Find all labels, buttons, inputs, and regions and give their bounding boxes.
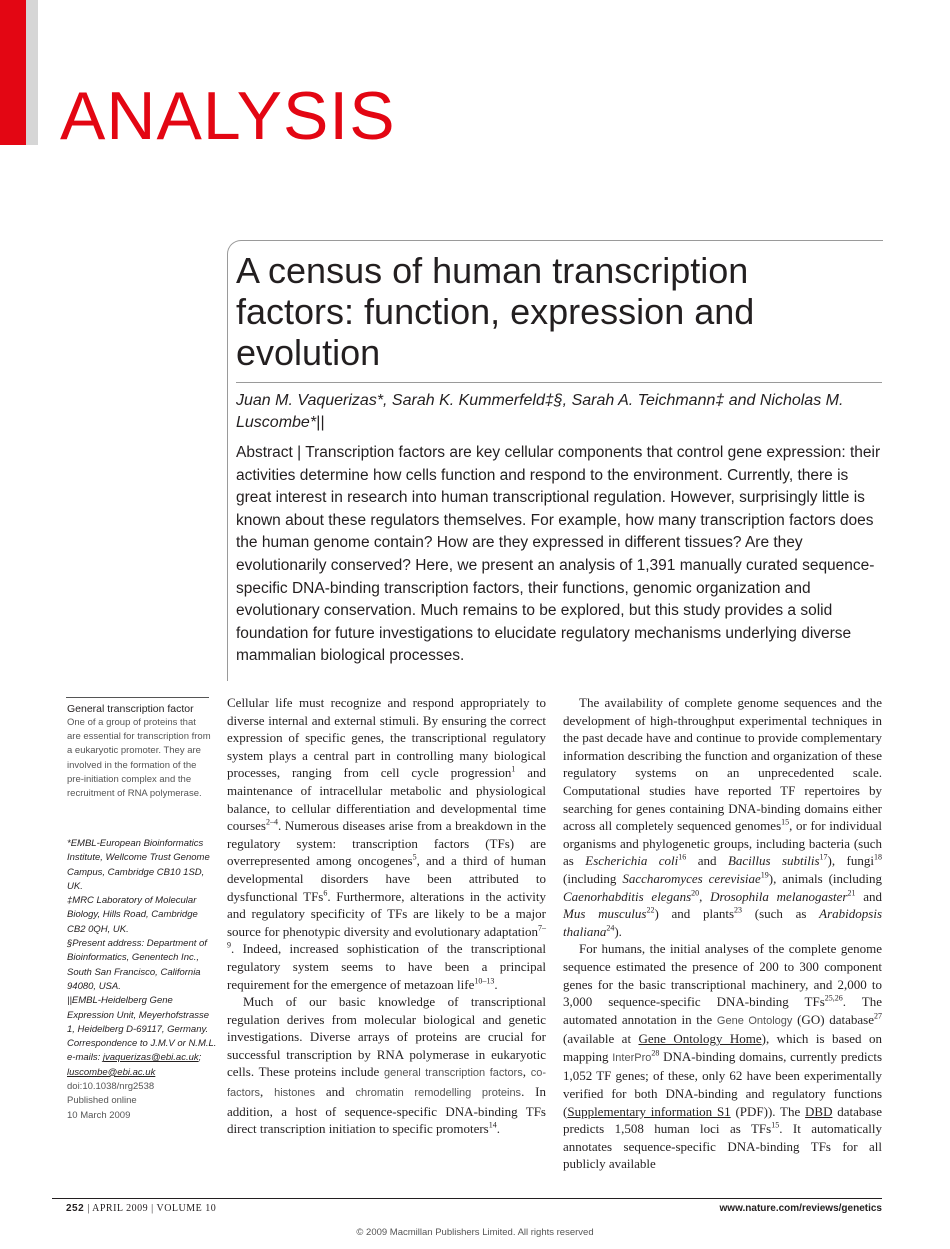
correspondence: Correspondence to J.M.V or N.M.L. [67,1038,217,1050]
article-title: A census of human transcription factors: function, expression and evolution [236,250,755,373]
section-label: ANALYSIS [60,78,396,154]
affiliations [67,837,217,1123]
link-gene-ontology-home[interactable]: Gene Ontology Home [638,1031,762,1047]
affiliation-genentech: §Present address: Department of Bioinformatics, Genentech Inc., South San Francisco, California 94080, USA. [67,938,207,992]
link-dbd[interactable]: DBD [805,1103,833,1119]
affiliation-mrc: ‡MRC Laboratory of Molecular Biology, Hills Road, Cambridge CB2 0QH, UK. [67,895,198,935]
section-shadow-bar [26,0,38,145]
glossary-link-general-transcription-factors[interactable]: general transcription factors [384,1067,523,1080]
page-number: 252 [66,1203,85,1214]
citation: 2–4 [266,817,278,827]
citation: 5 [412,853,417,863]
citation: 28 [651,1048,660,1058]
citation: 6 [323,888,328,898]
citation: 20 [691,888,700,898]
emails [67,1051,217,1080]
citation: 17 [819,853,828,863]
copyright-notice: © 2009 Macmillan Publishers Limited. All rights reserved [356,1227,594,1238]
citation: 15 [771,1120,780,1130]
paragraph: For humans, the initial analyses of the complete genome sequence estimated the presence of 200 to 300 component genes for the basic transcriptional machinery, and 2,000 to 3,000 sequence-specific DNA-binding TFs$^{25,26}$. The automated annotation in the Gene Ontology (GO) database$^{27}$ (available at Gene Ontology Home), which is based on mapping InterPro$^{28}$ DNA-binding domains, currently predicts 1,052 TF genes; of these, only 62 have been experimentally verified for both DNA-binding and regulatory functions (Supplementary information S1 (PDF)). The DBD database predicts 1,508 human loci as TFs$^{15}$. It automatically annotates sequence-specific DNA-binding TFs for all publicly available [563,941,883,1172]
glossary-link-chromatin-remodelling[interactable]: chromatin remodelling proteins [355,1087,522,1100]
glossary-link-histones[interactable]: histones [274,1087,316,1100]
glossary-divider [66,697,209,698]
citation: 15 [781,817,790,827]
body-column-2 [563,694,882,1173]
glossary-term: General transcription factor [67,703,194,715]
published-label: Published online [67,1095,137,1107]
published-date: 10 March 2009 [67,1109,131,1121]
citation: 18 [874,853,882,863]
email-separator: ; [198,1052,202,1064]
abstract: Abstract | Transcription factors are key cellular components that control gene expression: their activities determine how cells function and respond to the environment. Currently, there is great interest in research into human transcriptional regulation. However, surprisingly little is known about these regulators themselves. For example, how many transcription factors does the human genome contain? How are they expressed in different tissues? Are they evolutionarily conserved? Here, we present an analysis of 1,391 manually curated sequence-specific DNA-binding transcription factors, their functions, genomic organization and evolutionary conservation. Much remains to be explored, but this study provides a solid foundation for future investigations to elucidate regulatory mechanisms underlying diverse mammalian biological processes. [236,444,881,665]
author-list: Juan M. Vaquerizas*, Sarah K. Kummerfeld‡§, Sarah A. Teichmann‡ and Nicholas M. Luscombe*|| [236,392,844,431]
section-color-bar [0,0,26,145]
citation: 27 [874,1011,883,1021]
citation: 22 [646,905,655,915]
emails-label: e-mails: [67,1052,101,1064]
glossary-link-co-factors[interactable]: co-factors [227,1067,547,1100]
citation: 21 [847,888,856,898]
doi: doi:10.1038/nrg2538 [67,1081,155,1093]
paragraph: Cellular life must recognize and respond appropriately to diverse internal and external stimuli. By ensuring the correct expression of specific genes, the transcriptional regulatory system plays a central part in controlling many biological processes, ranging from cell cycle progression$^1$ and maintenance of intracellular metabolic and physiological balance, to cellular differentiation and developmental time courses$^{2-4}$. Numerous diseases arise from a breakdown in the regulatory system: transcription factors (TFs) are overrepresented among oncogenes$^5$, and a third of human developmental disorders have been attributed to dysfunctional TFs$^6$. Furthermore, alterations in the activity and regulatory specificity of TFs are likely to be a major source for phenotypic diversity and evolutionary adaptation$^{7-9}$. Indeed, increased sophistication of the transcriptional regulatory system seems to have been a principal requirement for the emergence of metazoan life$^{10-13}$. [227,695,547,992]
citation: 19 [760,870,769,880]
title-divider [236,382,882,383]
link-supplementary-information[interactable]: Supplementary information S1 [567,1103,731,1119]
body-column-1 [227,694,546,1138]
paragraph: The availability of complete genome sequences and the development of high-throughput experimental techniques in the past decade have and continue to provide complementary information describing the function and organization of these regulatory systems on an unprecedented scale. Computational studies have reported TF repertoires by searching for genes containing DNA-binding domains either across all completely sequenced genomes$^{15}$, or for individual organisms and phylogenetic groups, including bacteria (such as Escherichia coli$^{16}$ and Bacillus subtilis$^{17}$), fungi$^{18}$ (including Saccharomyces cerevisiae$^{19}$), animals (including Caenorhabditis elegans$^{20}$, Drosophila melanogaster$^{21}$ and Mus musculus$^{22}$) and plants$^{23}$ (such as Arabidopsis thaliana$^{24}$). [563,695,883,939]
email-link-luscombe[interactable]: luscombe@ebi.ac.uk [67,1066,156,1078]
citation: 23 [734,905,743,915]
database-link-interpro[interactable]: InterPro [612,1051,652,1064]
citation: 10–13 [474,976,495,986]
footer-website[interactable]: www.nature.com/reviews/genetics [719,1203,882,1214]
citation: 7–9 [227,923,546,950]
glossary-definition: One of a group of proteins that are essential for transcription from a eukaryotic promoter. They are involved in the formation of the pre-initiation complex and the recruitment of RNA polymerase. [67,717,211,800]
citation: 16 [678,853,687,863]
paragraph: Much of our basic knowledge of transcriptional regulation derives from molecular biological and genetic investigations. Diverse arrays of proteins are crucial for successful transcription by RNA polymerase in eukaryotic cells. These proteins include general transcription factors, co-factors, histones and chromatin remodelling proteins. In addition, a host of sequence-specific DNA-binding TFs direct transcription initiation to specific promoters$^{14}$. [227,994,547,1137]
footer-issue-info [66,1203,216,1214]
citation: 25,26 [824,993,843,1003]
citation: 1 [511,765,516,775]
affiliation-embl-heidelberg: ||EMBL-Heidelberg Gene Expression Unit, Meyerhofstrasse 1, Heidelberg D-69117, Germany. [67,995,210,1035]
database-link-gene-ontology[interactable]: Gene Ontology [716,1014,793,1027]
affiliation-ebi: *EMBL-European Bioinformatics Institute, Wellcome Trust Genome Campus, Cambridge CB10 1SD, UK. [67,838,210,892]
footer-divider [52,1198,882,1199]
issue-info: | APRIL 2009 | VOLUME 10 [84,1203,217,1214]
citation: 24 [606,923,615,933]
email-link-vaquerizas[interactable]: jvaquerizas@ebi.ac.uk [102,1052,199,1064]
citation: 14 [488,1120,497,1130]
